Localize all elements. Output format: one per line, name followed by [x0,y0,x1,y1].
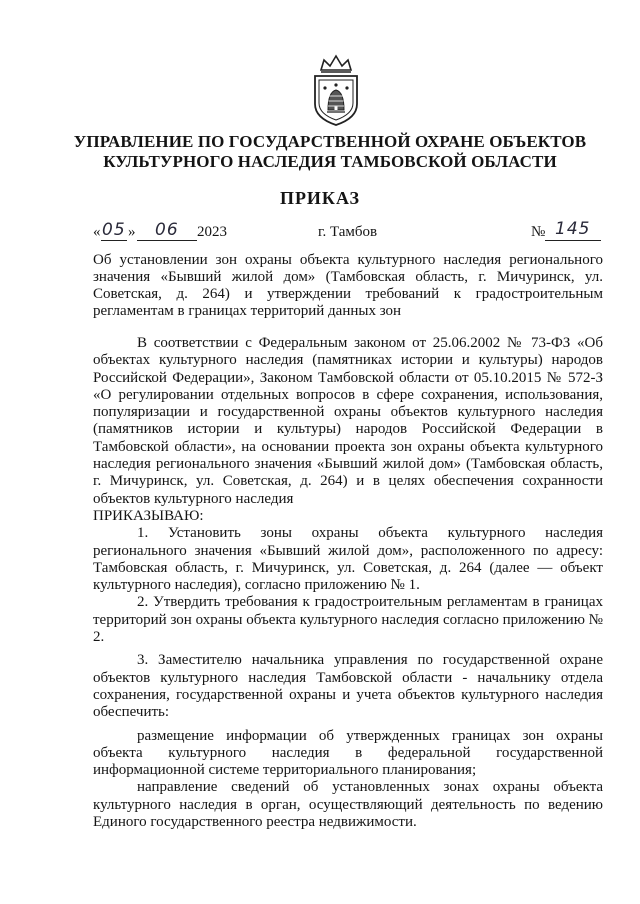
number-underline [545,240,601,241]
order-body [93,335,603,831]
item-1-paragraph: 1. Установить зоны охраны объекта культурного наследия регионального значения «Бывший жилой дом», расположенного по адресу: Тамбовская область, г. Мичуринск, ул. Советская, д. 264 (далее — объект культурного наследия), согласно приложению № 1. [93,525,603,594]
city-name: г. Тамбов [318,224,378,240]
directive-word: ПРИКАЗЫВАЮ: [93,507,204,524]
date-quote-open: « [93,224,101,240]
item-3b-paragraph: направление сведений об установленных зонах охраны объекта культурного наследия в орган, осуществляющий деятельность по ведению Единого государственного реестра недвижимости. [93,779,603,831]
authority-line-1: УПРАВЛЕНИЕ ПО ГОСУДАРСТВЕННОЙ ОХРАНЕ ОБЪЕКТОВ [73,132,587,151]
number-label: № [531,224,546,240]
month-underline [137,240,197,241]
order-number: 145 [555,219,591,239]
preamble-paragraph: В соответствии с Федеральным законом от 25.06.2002 № 73-ФЗ «Об объектах культурного наследия (памятниках истории и культуры) народов Российской Федерации», Законом Тамбовской области от 05.10.2015 № 572-З «О регулировании отдельных вопросов в сфере сохранения, использования, популяризации и государственной охраны объектов культурного наследия (памятников истории и культуры) народов Российской Федерации в Тамбовской области», на основании проекта зон охраны объекта культурного наследия регионального значения «Бывший жилой дом» (Тамбовская область, г. Мичуринск, ул. Советская, д. 264) и в целях обеспечения сохранности объектов культурного наследия [93,335,603,507]
coat-of-arms-emblem [311,52,361,128]
item-2-paragraph: 2. Утвердить требования к градостроительным регламентам в границах территорий зон охраны объекта культурного наследия согласно приложению № 2. [93,594,603,646]
item-3-paragraph: 3. Заместителю начальника управления по государственной охране объектов культурного наследия Тамбовской области - начальнику отдела сохранения, государственной охраны и учета объектов культурного наследия обеспечить: [93,652,603,721]
item-3a-paragraph: размещение информации об утвержденных границах зон охраны объекта культурного наследия в федеральной государственной информационной системе территориального планирования; [93,727,603,779]
date-day: 05 [102,220,126,240]
day-underline [101,240,127,241]
date-month: 06 [155,220,179,240]
authority-line-2: КУЛЬТУРНОГО НАСЛЕДИЯ ТАМБОВСКОЙ ОБЛАСТИ [103,152,557,171]
date-quote-close: » [128,224,136,240]
issuing-authority [60,132,600,172]
tambov-coat-of-arms-icon [311,52,361,128]
document-type-title: ПРИКАЗ [279,188,361,208]
date-number-line [93,219,600,246]
order-subject: Об установлении зон охраны объекта культурного наследия регионального значения «Бывший жилой дом» (Тамбовская область, г. Мичуринск, ул. Советская, д. 264) и утверждении требований к градостроительным регламентам в границах территорий данных зон [93,252,603,319]
date-year: 2023 [197,224,227,240]
